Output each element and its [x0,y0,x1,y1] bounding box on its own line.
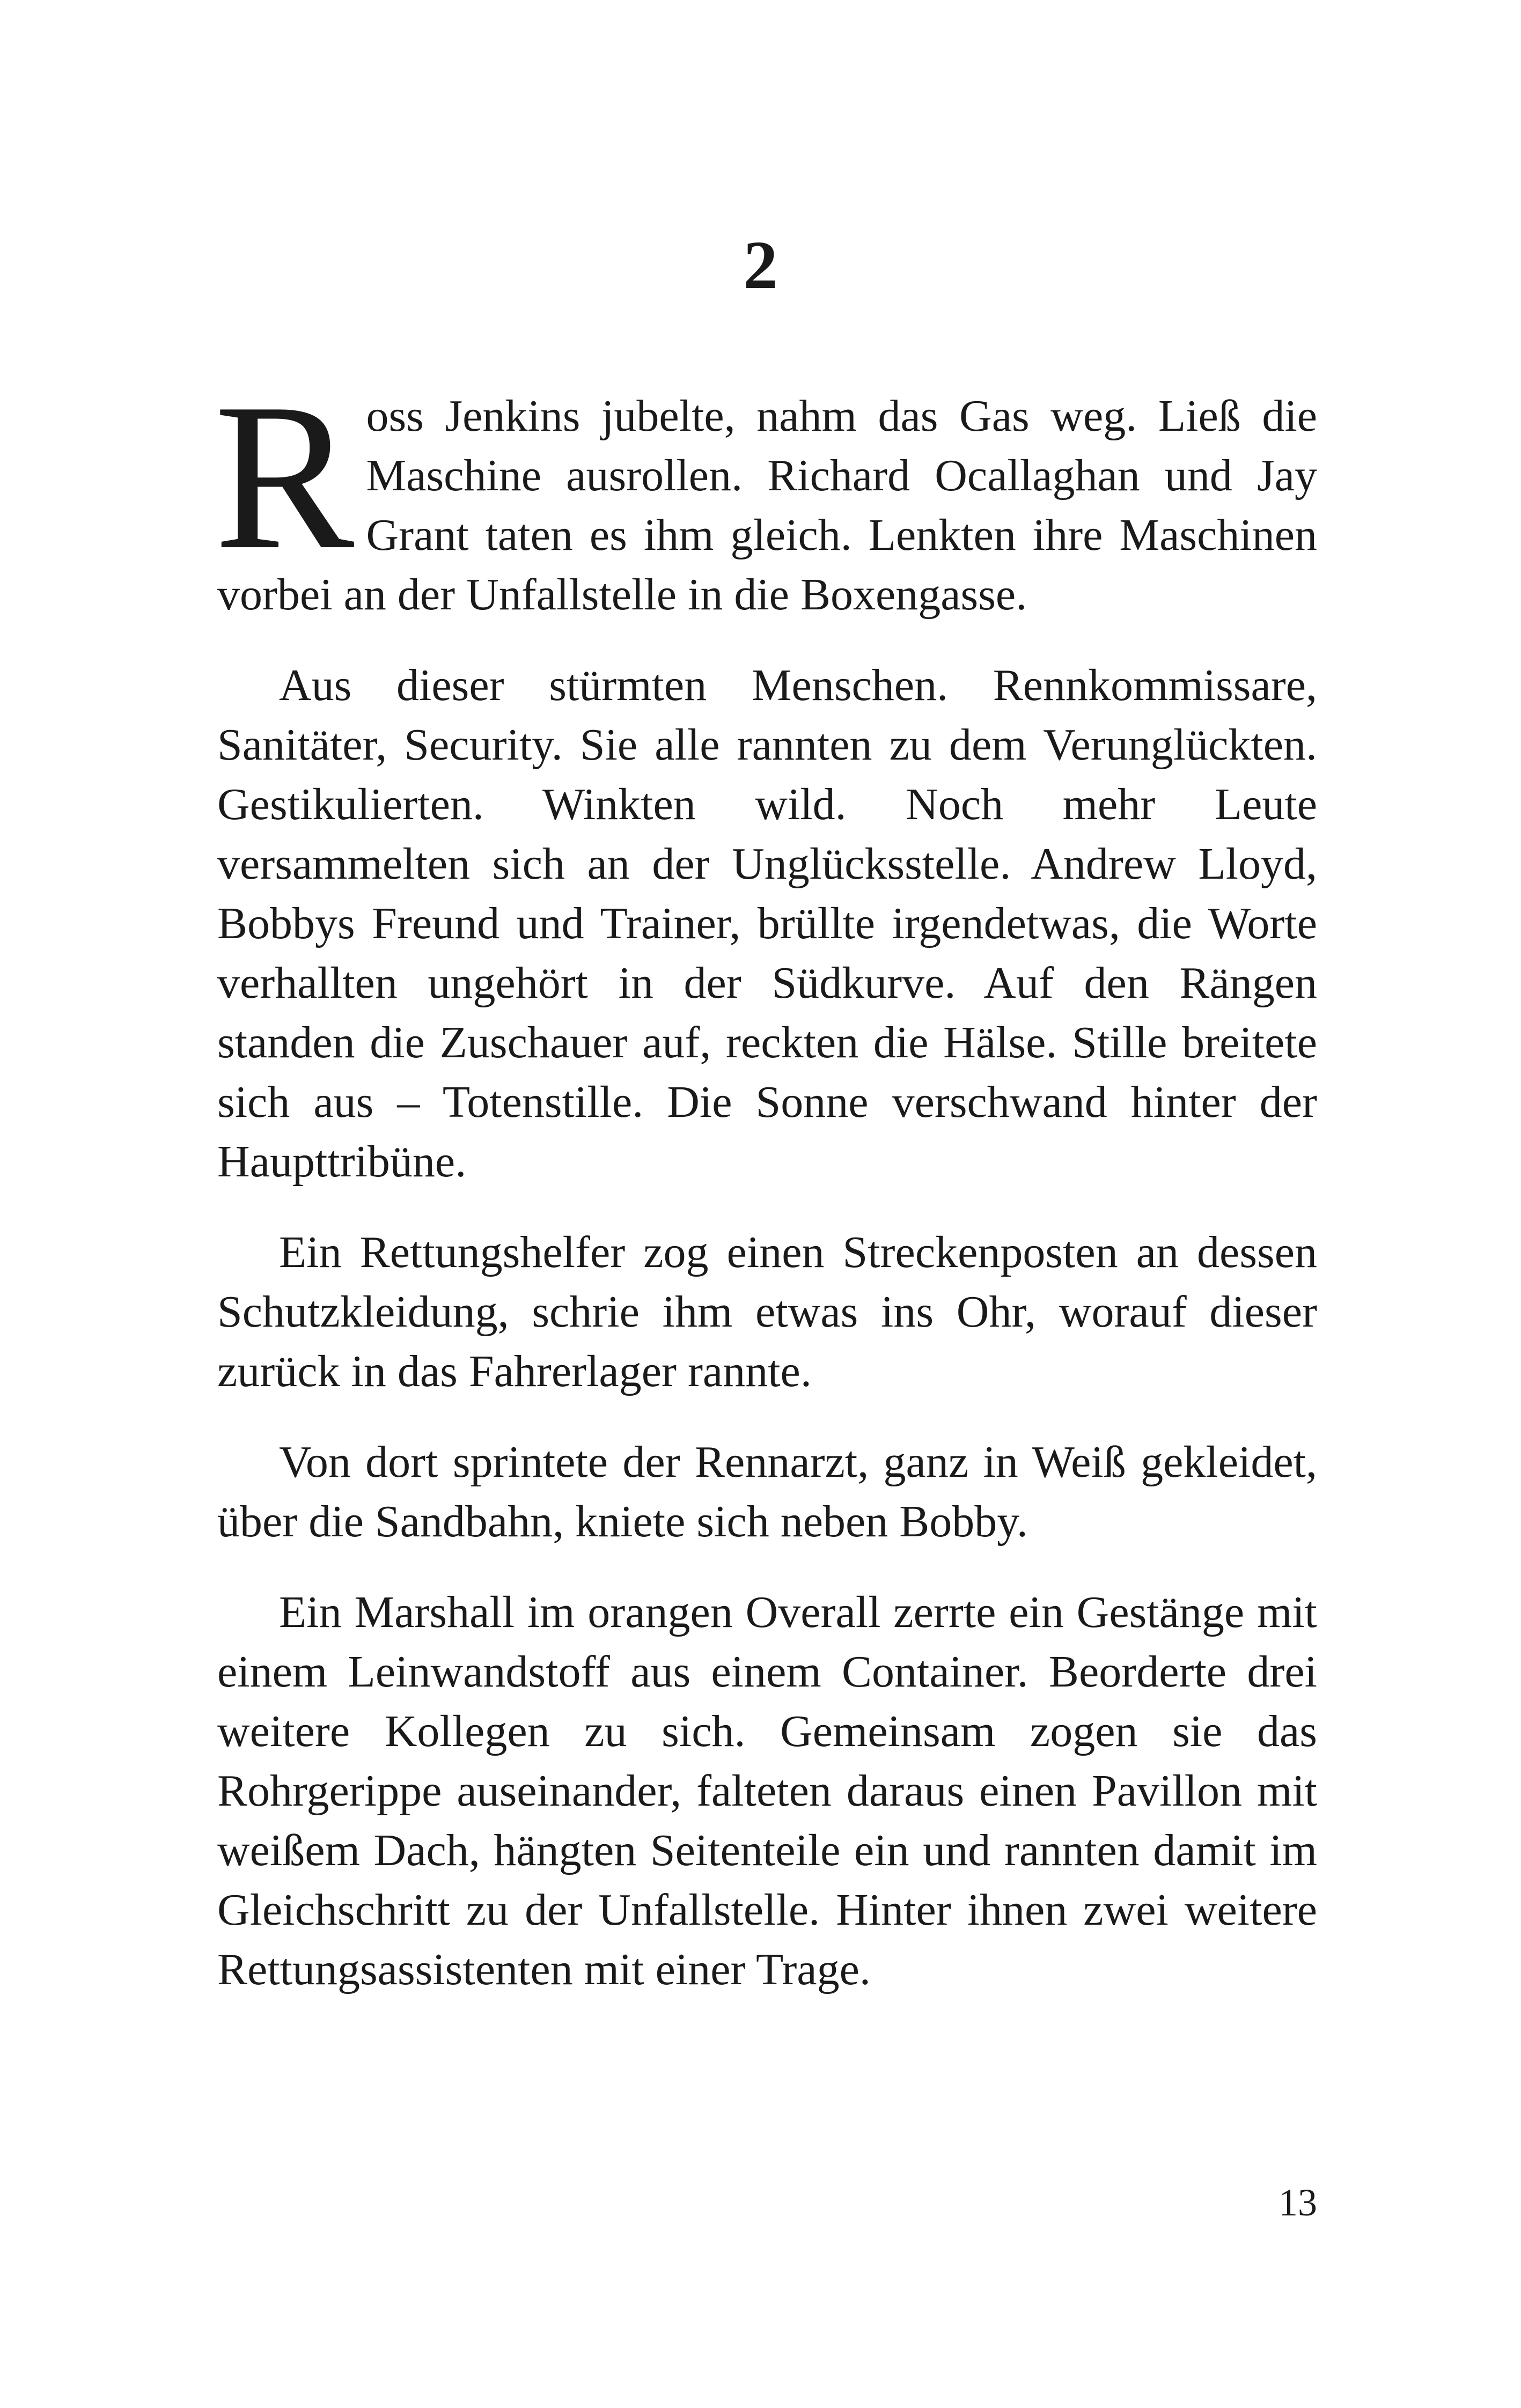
page-number: 13 [1278,2181,1317,2224]
paragraph-1 [214,360,1317,624]
paragraph-4: Von dort sprintete der Rennarzt, ganz in Weiß gekleidet, über die Sandbahn, kniete sich neben Bobby. [217,1437,1317,1547]
paragraph-1-text: oss Jenkins jubelte, nahm das Gas weg. Ließ die Maschine ausrollen. Richard Ocallaghan und Jay Grant taten es ihm gleich. Lenkten ihre Maschinen vorbei an der Unfallstelle in die Boxengasse. [217,391,1317,620]
paragraph-3: Ein Rettungshelfer zog einen Streckenposten an dessen Schutzkleidung, schrie ihm etwas ins Ohr, worauf dieser zurück in das Fahrerlager rannte. [217,1227,1317,1396]
paragraph-2: Aus dieser stürmten Menschen. Rennkommissare, Sanitäter, Security. Sie alle rannten zu dem Verunglückten. Gestikulierten. Winkten wild. Noch mehr Leute versammelten sich an der Unglücksstelle. Andrew Lloyd, Bobbys Freund und Trainer, brüllte irgendetwas, die Worte verhallten ungehört in der Südkurve. Auf den Rängen standen die Zuschauer auf, reckten die Hälse. Stille breitete sich aus – Totenstille. Die Sonne verschwand hinter der Haupttribüne. [217,660,1317,1187]
paragraph-5: Ein Marshall im orangen Overall zerrte ein Gestänge mit einem Leinwandstoff aus einem Container. Beorderte drei weitere Kollegen zu sich. Gemeinsam zogen sie das Rohrgerippe auseinander, falteten daraus einen Pavillon mit weißem Dach, hängten Seitenteile ein und rannten damit im Gleichschritt zu der Unfallstelle. Hinter ihnen zwei weitere Rettungsassistenten mit einer Trage. [217,1587,1317,1994]
chapter-number: 2 [743,227,778,303]
drop-cap: R [214,360,355,593]
chapter-text [214,360,1317,2030]
